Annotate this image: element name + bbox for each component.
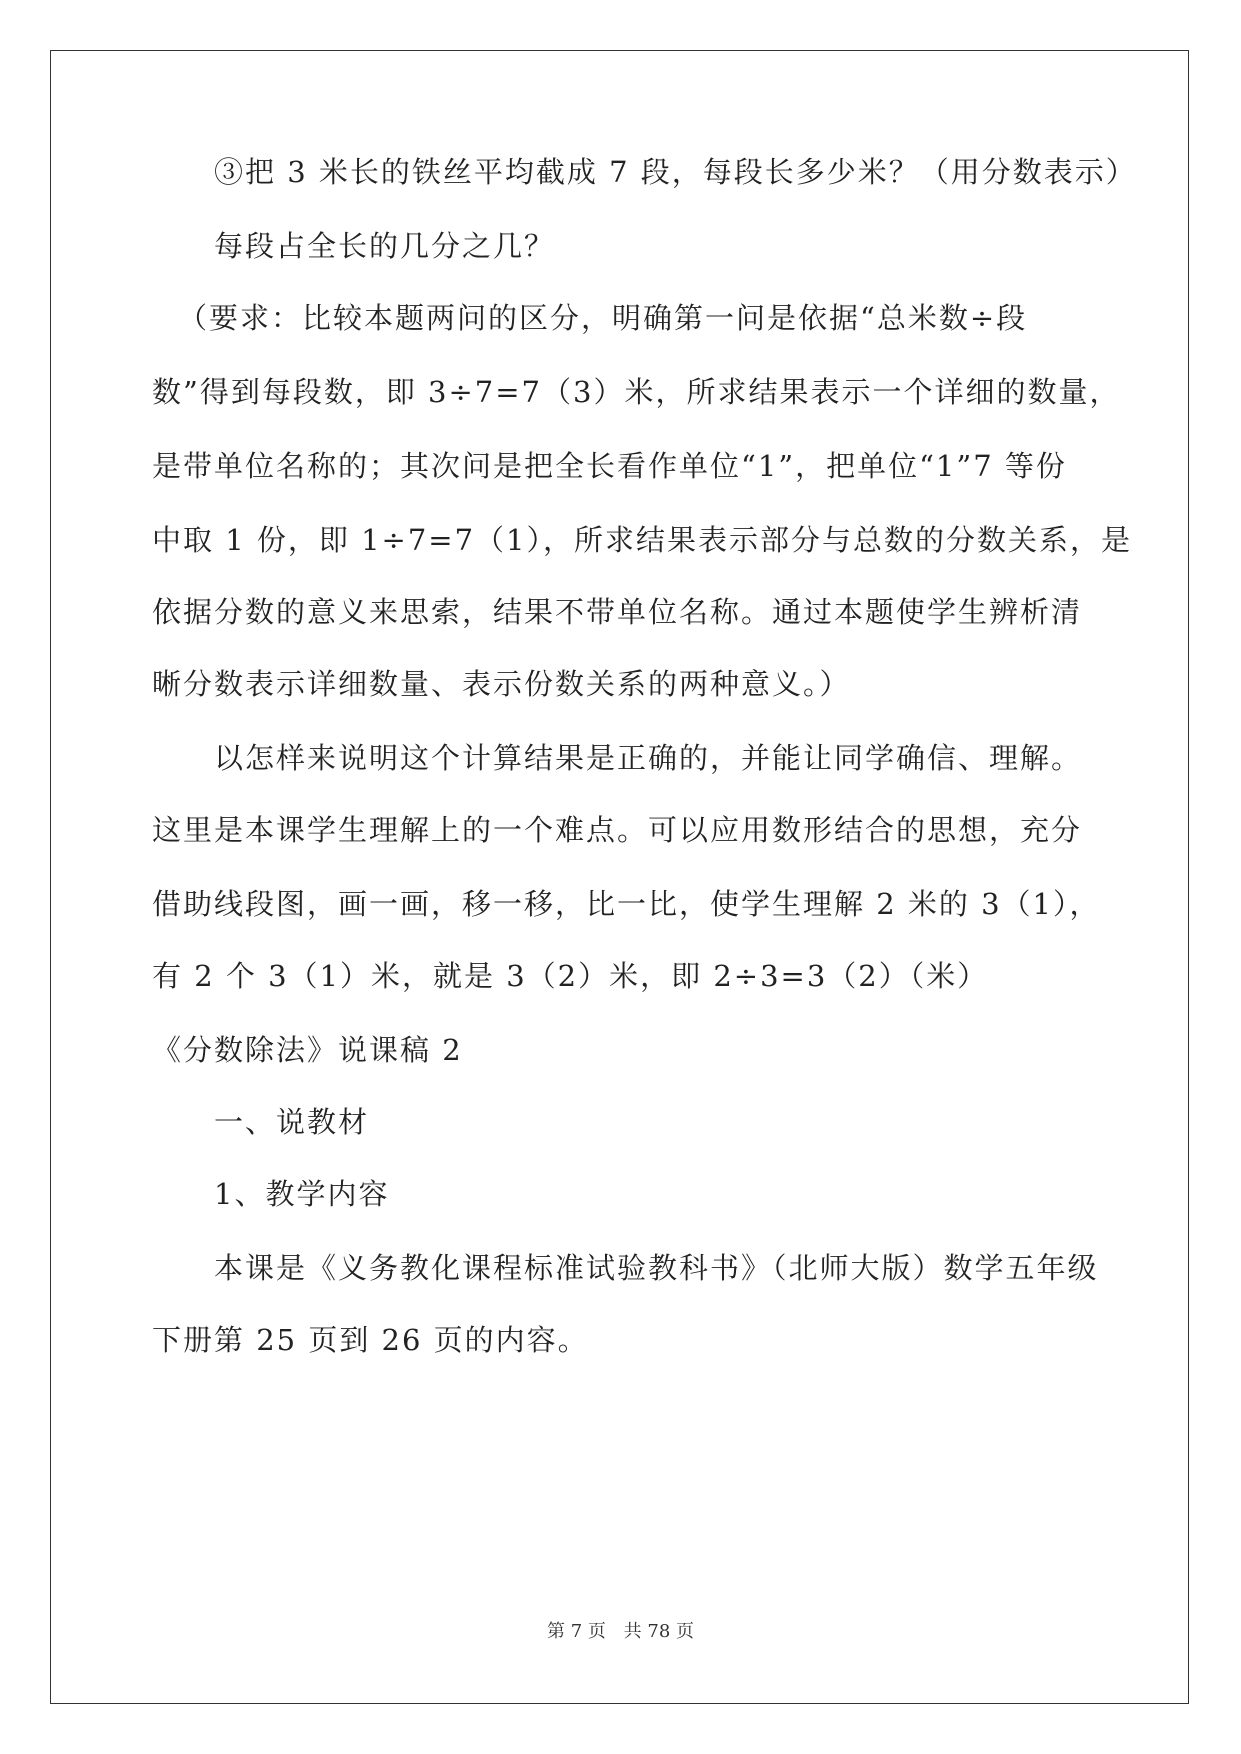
paragraph-line: 每段占全长的几分之几？ — [214, 229, 556, 263]
paragraph-line: 借助线段图，画一画，移一移，比一比，使学生理解 2 米的 3（1）， — [152, 887, 1101, 921]
paragraph-line: 依据分数的意义来思索，结果不带单位名称。通过本题使学生辨析清 — [152, 595, 1083, 629]
section-title: 《分数除法》说课稿 2 — [152, 1033, 463, 1067]
page-number: 第 7 页 — [547, 1621, 606, 1642]
paragraph-line: 以怎样来说明这个计算结果是正确的，并能让同学确信、理解。 — [214, 741, 1083, 775]
paragraph-line: 有 2 个 3（1）米，就是 3（2）米，即 2÷3=3（2）（米） — [152, 959, 989, 993]
paragraph-line: 下册第 25 页到 26 页的内容。 — [152, 1323, 589, 1357]
paragraph-line: 数”得到每段数，即 3÷7=7（3）米，所求结果表示一个详细的数量， — [152, 375, 1121, 409]
section-heading: 一、说教材 — [214, 1105, 370, 1139]
paragraph-line: 是带单位名称的；其次问是把全长看作单位“1”，把单位“1”7 等份 — [152, 449, 1067, 483]
paragraph-line: 晰分数表示详细数量、表示份数关系的两种意义。） — [152, 667, 851, 701]
page-total: 共 78 页 — [623, 1621, 694, 1642]
paragraph-line: （要求：比较本题两问的区分，明确第一问是依据“总米数÷段 — [178, 301, 1028, 335]
paragraph-line: 这里是本课学生理解上的一个难点。可以应用数形结合的思想，充分 — [152, 813, 1083, 847]
paragraph-line: ③把 3 米长的铁丝平均截成 7 段，每段长多少米？（用分数表示） — [214, 155, 1137, 189]
subsection-heading: 1、教学内容 — [214, 1177, 390, 1211]
paragraph-line: 中取 1 份，即 1÷7=7（1），所求结果表示部分与总数的分数关系，是 — [152, 523, 1133, 557]
page-footer — [0, 1620, 1241, 1644]
paragraph-line: 本课是《义务教化课程标准试验教科书》（北师大版）数学五年级 — [214, 1251, 1099, 1285]
